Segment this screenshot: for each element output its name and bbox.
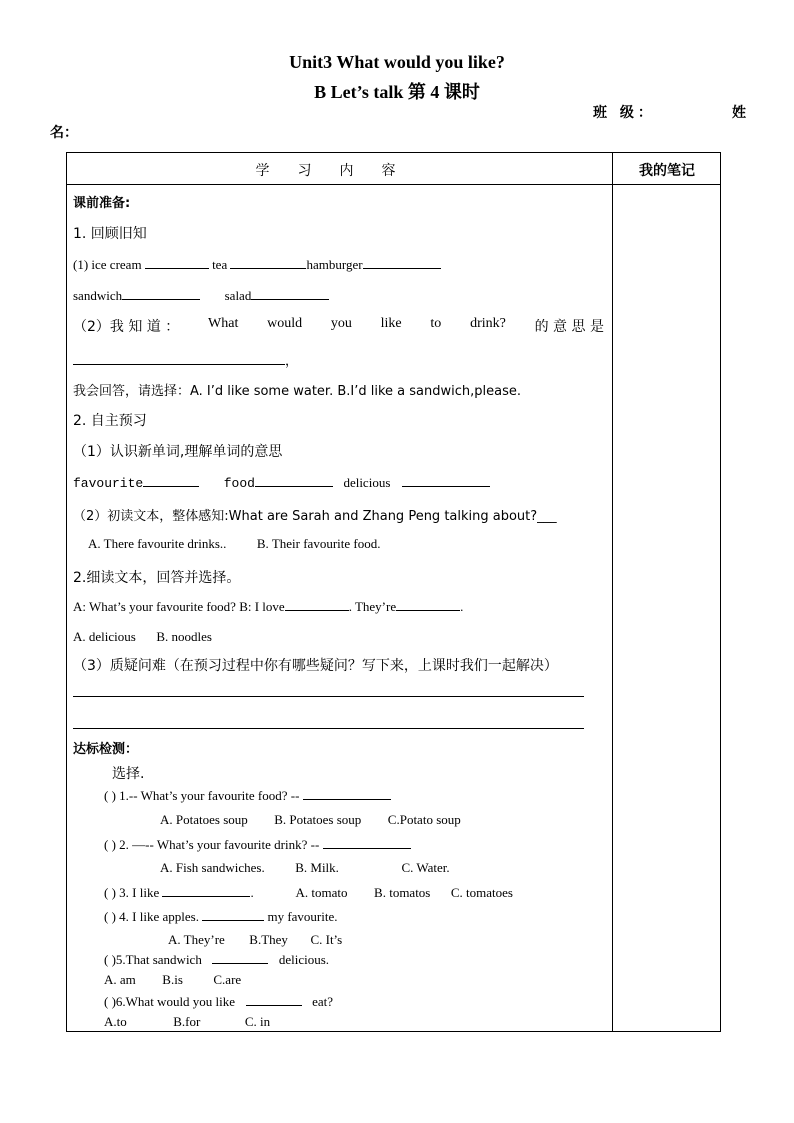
option-c: C.are <box>213 972 242 987</box>
question-3-text: ( ) 3. I like <box>104 885 160 900</box>
option-b: B. tomatos <box>374 885 431 900</box>
column-divider <box>612 153 613 1031</box>
blank-line[interactable] <box>323 836 411 849</box>
blank-line[interactable] <box>212 951 268 964</box>
option-b: B.They <box>249 932 288 947</box>
word-favourite: favourite <box>73 476 144 491</box>
question-1 <box>104 787 391 804</box>
vocab-salad: salad <box>224 288 252 303</box>
meaning-question <box>73 316 604 336</box>
blank-line[interactable] <box>202 908 264 921</box>
detail-read-question <box>73 598 463 615</box>
word-what: What <box>208 316 239 331</box>
questions-instruction: （3）质疑问难（在预习过程中你有哪些疑问？写下来，上课时我们一起解决） <box>73 658 558 674</box>
word-delicious: delicious <box>343 475 391 490</box>
dialog-text-2: . They’re <box>348 599 397 614</box>
detail-read-options <box>73 629 212 645</box>
option-a: A. Fish sandwiches. <box>160 860 265 875</box>
word-food: food <box>223 476 255 491</box>
vocab-sandwich: sandwich <box>73 288 123 303</box>
question-5-text-2: delicious. <box>278 952 330 967</box>
blank-line[interactable] <box>396 598 460 611</box>
vocab-row-2 <box>73 287 329 304</box>
blank-line[interactable] <box>122 287 200 300</box>
word-drink: drink? <box>470 316 506 331</box>
class-label: 班 级： <box>593 105 656 121</box>
vocab-hamburger: hamburger <box>306 257 363 272</box>
vocab-row-1 <box>73 256 441 273</box>
word-you: you <box>330 316 352 331</box>
period: . <box>460 599 464 614</box>
header-divider <box>67 184 720 185</box>
test-heading: 达标检测： <box>73 742 139 757</box>
option-a: A. Potatoes soup <box>160 812 248 827</box>
name-label-start: 姓 <box>732 105 746 121</box>
question-6-text: ( )6.What would you like <box>104 994 236 1009</box>
word-like: like <box>380 316 402 331</box>
question-4-options <box>168 932 342 948</box>
blank-line[interactable] <box>145 256 209 269</box>
blank-line[interactable] <box>251 287 329 300</box>
question-3: ( ) 3. I like . A. tomato B. tomatos C. tomatoes <box>104 885 513 900</box>
blank-line[interactable] <box>162 884 250 897</box>
title-line-1: Unit3 What would you like? <box>289 52 505 72</box>
new-words-instruction: （1）认识新单词,理解单词的意思 <box>73 444 283 460</box>
question-4 <box>104 908 338 925</box>
question-2-options <box>160 860 450 876</box>
option-b: B.for <box>173 1014 201 1029</box>
option-b: B. Potatoes soup <box>274 812 362 827</box>
review-heading: 1. 回顾旧知 <box>73 226 147 242</box>
test-subheading: 选择. <box>112 766 145 782</box>
question-1-text: ( ) 1.-- What’s your favourite food? -- <box>104 788 300 803</box>
blank-line[interactable] <box>303 787 391 800</box>
word-would: would <box>267 316 303 331</box>
question-6 <box>104 993 333 1010</box>
option-a: A. am <box>104 972 136 987</box>
question-1-options <box>160 812 461 828</box>
i-know-label: （2）我 知 道 ： <box>73 319 180 335</box>
question-6-text-2: eat? <box>312 994 333 1009</box>
blank-line[interactable] <box>255 474 333 487</box>
option-c: C.Potato soup <box>387 812 461 827</box>
blank-line[interactable] <box>143 474 199 487</box>
dialog-text: A: What’s your favourite food? B: I love <box>73 599 285 614</box>
option-a: A. There favourite drinks.. <box>88 536 227 551</box>
option-b: B. Their favourite food. <box>256 536 381 551</box>
question-2-text: ( ) 2. —-- What’s your favourite drink? -- <box>104 837 320 852</box>
option-c: C. tomatoes <box>450 885 513 900</box>
blank-line[interactable] <box>285 598 349 611</box>
question-4-text: ( ) 4. I like apples. <box>104 909 199 924</box>
option-c: C. in <box>244 1014 271 1029</box>
answer-line[interactable] <box>73 696 584 697</box>
answer-choice-line <box>73 380 521 399</box>
question-2 <box>104 836 411 853</box>
detail-read-heading: 2.细读文本，回答并选择。 <box>73 570 241 586</box>
notes-column-header: 我的笔记 <box>639 163 695 179</box>
option-c: C. It’s <box>310 932 343 947</box>
meaning-label: 的 意 思 是 <box>534 319 604 335</box>
word-to: to <box>430 316 442 331</box>
comma: ， <box>285 354 299 369</box>
option-a: A. delicious <box>73 629 136 644</box>
option-b: B. Milk. <box>295 860 339 875</box>
option-a: A. They’re <box>168 932 225 947</box>
question-6-options <box>104 1014 270 1030</box>
content-column-header: 学习内容 <box>255 163 424 179</box>
question-5-options <box>104 972 241 988</box>
vocab-ice-cream: (1) ice cream <box>73 257 142 272</box>
question-4-text-2: my favourite. <box>267 909 338 924</box>
name-label-end: 名： <box>50 125 78 141</box>
blank-line[interactable] <box>230 256 306 269</box>
vocab-tea: tea <box>212 257 228 272</box>
meaning-answer-row <box>73 350 298 369</box>
first-read-question: （2）初读文本，整体感知:What are Sarah and Zhang Peng talking about?___ <box>73 509 557 524</box>
blank-line[interactable] <box>73 352 285 365</box>
blank-line[interactable] <box>402 474 490 487</box>
answer-line[interactable] <box>73 728 584 729</box>
title-line-2: B Let’s talk 第 4 课时 <box>314 82 480 102</box>
answer-choice-text: 我会回答，请选择：A. I’d like some water. B.I’d like a sandwich,please. <box>73 384 521 399</box>
option-a: A.to <box>104 1014 127 1029</box>
self-study-heading: 2. 自主预习 <box>73 413 147 429</box>
blank-line[interactable] <box>363 256 441 269</box>
question-5-text: ( )5.That sandwich <box>104 952 202 967</box>
option-b: B.is <box>162 972 183 987</box>
option-b: B. noodles <box>156 629 212 644</box>
blank-line[interactable] <box>246 993 302 1006</box>
option-a: A. tomato <box>295 885 348 900</box>
new-words-row <box>73 474 490 491</box>
first-read-options <box>88 536 380 552</box>
option-c: C. Water. <box>401 860 450 875</box>
question-5 <box>104 951 329 968</box>
prep-heading: 课前准备: <box>73 196 131 211</box>
